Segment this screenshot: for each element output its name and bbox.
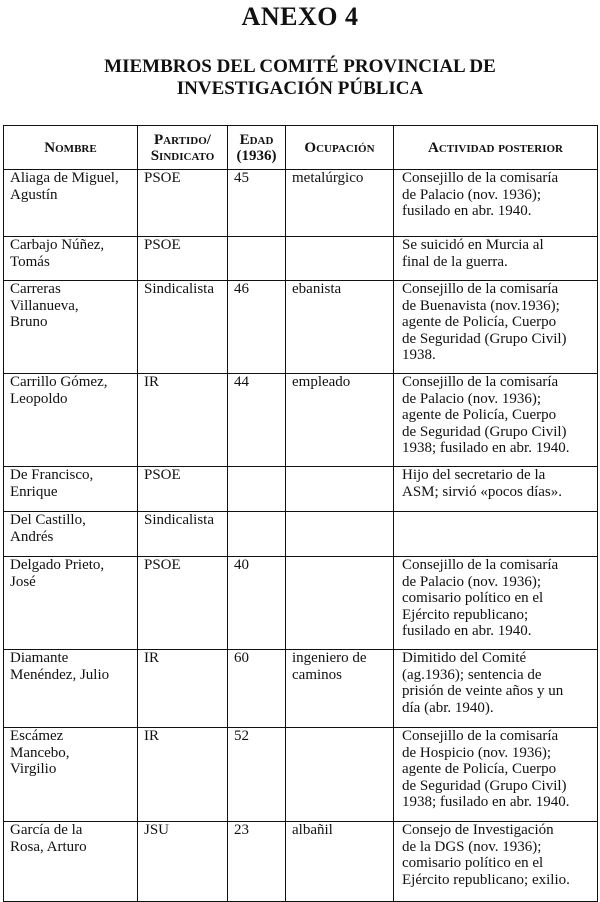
table-row — [4, 281, 598, 374]
cell-occupation — [286, 170, 394, 237]
cell-activity-line: Se suicidó en Murcia al — [402, 237, 544, 253]
table-row — [4, 557, 598, 650]
cell-party — [138, 512, 228, 557]
table-row — [4, 467, 598, 512]
cell-name-line: Enrique — [10, 483, 58, 500]
cell-age — [228, 557, 286, 650]
cell-occupation-line: empleado — [292, 374, 351, 390]
cell-name-line: Andrés — [10, 528, 54, 545]
cell-activity — [394, 650, 598, 728]
cell-activity — [394, 237, 598, 281]
cell-activity-line: agente de Policía, Cuerpo — [402, 314, 557, 330]
cell-activity-line: agente de Policía, Cuerpo — [402, 407, 557, 423]
cell-age — [228, 822, 286, 902]
cell-age — [228, 467, 286, 512]
cell-activity-line: Ejército republicano; exilio. — [402, 871, 570, 888]
table-row — [4, 822, 598, 902]
cell-age-text: 60 — [234, 650, 249, 666]
page-subtitle — [0, 56, 600, 100]
column-header-name: Nombre — [4, 126, 138, 170]
cell-occupation-line: ingeniero de — [292, 650, 367, 666]
cell-activity-line: 1938. — [402, 347, 436, 363]
cell-activity-line: de Hospicio (nov. 1936); — [402, 744, 552, 761]
cell-age — [228, 728, 286, 822]
cell-name — [4, 728, 138, 822]
column-header-occupation: Ocupación — [286, 126, 394, 170]
cell-activity-line: de Seguridad (Grupo Civil) — [402, 330, 567, 347]
cell-activity-line: ASM; sirvió «pocos días». — [402, 483, 563, 500]
cell-party — [138, 237, 228, 281]
cell-age — [228, 281, 286, 374]
cell-activity-line: Consejillo de la comisaría — [402, 728, 559, 744]
cell-name-line: Carrillo Gómez, — [10, 374, 108, 390]
cell-activity-line: (ag.1936); sentencia de — [402, 666, 542, 683]
cell-party-text: IR — [144, 650, 159, 666]
cell-name-line: Mancebo, — [10, 744, 70, 761]
cell-activity-line: Consejillo de la comisaría — [402, 281, 559, 297]
cell-party-text: PSOE — [144, 170, 181, 186]
cell-activity-line: Consejillo de la comisaría — [402, 170, 559, 186]
cell-occupation-line: metalúrgico — [292, 170, 364, 186]
cell-activity-line: prisión de veinte años y un — [402, 683, 564, 699]
cell-name-line: Escámez — [10, 728, 64, 744]
column-header-party: Partido/ Sindicato — [138, 126, 228, 170]
cell-name-line: Agustín — [10, 186, 58, 203]
cell-activity-line: de Buenavista (nov.1936); — [402, 297, 560, 314]
cell-party-text: JSU — [144, 822, 170, 838]
members-table — [3, 125, 598, 902]
cell-age-text: 52 — [234, 728, 249, 744]
cell-activity — [394, 822, 598, 902]
cell-age-text: 44 — [234, 374, 249, 390]
cell-activity — [394, 374, 598, 467]
cell-name-line: Bruno — [10, 314, 48, 330]
cell-occupation-line: albañil — [292, 822, 333, 838]
cell-party-text: IR — [144, 728, 159, 744]
cell-name-line: Villanueva, — [10, 297, 79, 314]
cell-name-line: Delgado Prieto, — [10, 557, 105, 573]
cell-party — [138, 281, 228, 374]
cell-activity — [394, 170, 598, 237]
cell-party — [138, 650, 228, 728]
annex-title: ANEXO 4 — [241, 2, 359, 31]
cell-activity-line: fusilado en abr. 1940. — [402, 203, 532, 219]
cell-activity-line: Consejillo de la comisaría — [402, 374, 559, 390]
cell-party — [138, 170, 228, 237]
cell-activity-line: Consejo de Investigación — [402, 822, 554, 838]
cell-name-line: Carbajo Núñez, — [10, 237, 105, 253]
table-row — [4, 374, 598, 467]
cell-name — [4, 374, 138, 467]
cell-activity-line: final de la guerra. — [402, 253, 508, 270]
cell-party — [138, 822, 228, 902]
cell-activity-line: día (abr. 1940). — [402, 699, 494, 716]
cell-activity-line: 1938; fusilado en abr. 1940. — [402, 794, 570, 810]
cell-name-line: Carreras — [10, 281, 61, 297]
cell-activity-line: agente de Policía, Cuerpo — [402, 761, 557, 777]
cell-activity-line: de la DGS (nov. 1936); — [402, 838, 542, 855]
cell-name-line: Leopoldo — [10, 390, 68, 407]
cell-age — [228, 237, 286, 281]
cell-party-text: Sindicalista — [144, 281, 214, 297]
cell-party — [138, 467, 228, 512]
cell-name-line: García de la — [10, 822, 83, 838]
column-header-activity: Actividad posterior — [394, 126, 598, 170]
cell-name — [4, 467, 138, 512]
cell-activity — [394, 512, 598, 557]
cell-activity-line: Consejillo de la comisaría — [402, 557, 559, 573]
cell-age-text: 23 — [234, 822, 249, 838]
cell-name — [4, 557, 138, 650]
cell-occupation — [286, 374, 394, 467]
cell-activity-line: comisario político en el — [402, 855, 544, 871]
subtitle-line: INVESTIGACIÓN PÚBLICA — [176, 78, 424, 99]
cell-name-line: Del Castillo, — [10, 512, 86, 528]
cell-activity-line: de Seguridad (Grupo Civil) — [402, 423, 567, 440]
cell-occupation — [286, 512, 394, 557]
cell-activity-line: de Seguridad (Grupo Civil) — [402, 777, 567, 794]
cell-activity-line: de Palacio (nov. 1936); — [402, 186, 541, 203]
cell-occupation — [286, 467, 394, 512]
table-header-row — [4, 126, 598, 170]
cell-age — [228, 512, 286, 557]
cell-name-line: Tomás — [10, 253, 50, 270]
cell-occupation — [286, 237, 394, 281]
cell-age — [228, 650, 286, 728]
cell-name-line: Menéndez, Julio — [10, 666, 110, 683]
cell-activity-line: Hijo del secretario de la — [402, 467, 546, 483]
cell-occupation-line: caminos — [292, 666, 342, 683]
table-row — [4, 237, 598, 281]
cell-occupation-line: ebanista — [292, 281, 342, 297]
cell-activity — [394, 557, 598, 650]
cell-activity — [394, 728, 598, 822]
cell-activity-line: Ejército republicano; — [402, 606, 529, 623]
cell-party-text: PSOE — [144, 237, 181, 253]
cell-party-text: Sindicalista — [144, 512, 214, 528]
cell-age — [228, 170, 286, 237]
cell-occupation — [286, 728, 394, 822]
cell-name — [4, 512, 138, 557]
cell-party-text: IR — [144, 374, 159, 390]
cell-party — [138, 374, 228, 467]
cell-party-text: PSOE — [144, 467, 181, 483]
cell-occupation — [286, 650, 394, 728]
cell-name — [4, 822, 138, 902]
subtitle-line: MIEMBROS DEL COMITÉ PROVINCIAL DE — [104, 56, 496, 77]
cell-age-text: 45 — [234, 170, 249, 186]
cell-party — [138, 557, 228, 650]
cell-occupation — [286, 822, 394, 902]
cell-activity-line: 1938; fusilado en abr. 1940. — [402, 440, 570, 456]
cell-name-line: Rosa, Arturo — [10, 838, 87, 855]
cell-name-line: Virgilio — [10, 761, 57, 777]
cell-name — [4, 170, 138, 237]
table-row — [4, 170, 598, 237]
cell-name — [4, 281, 138, 374]
cell-activity-line: de Palacio (nov. 1936); — [402, 573, 541, 590]
table-row — [4, 512, 598, 557]
cell-activity-line: comisario político en el — [402, 590, 544, 606]
cell-age — [228, 374, 286, 467]
column-header-age: Edad (1936) — [228, 126, 286, 170]
table-body — [4, 170, 598, 902]
cell-name-line: José — [10, 573, 36, 590]
cell-activity — [394, 467, 598, 512]
cell-name — [4, 650, 138, 728]
table-row — [4, 728, 598, 822]
cell-name — [4, 237, 138, 281]
cell-occupation — [286, 281, 394, 374]
cell-activity-line: Dimitido del Comité — [402, 650, 527, 666]
table-row — [4, 650, 598, 728]
cell-age-text: 40 — [234, 557, 249, 573]
cell-party-text: PSOE — [144, 557, 181, 573]
cell-name-line: De Francisco, — [10, 467, 94, 483]
cell-activity-line: fusilado en abr. 1940. — [402, 623, 532, 639]
cell-party — [138, 728, 228, 822]
cell-activity-line: de Palacio (nov. 1936); — [402, 390, 541, 407]
cell-occupation — [286, 557, 394, 650]
cell-age-text: 46 — [234, 281, 249, 297]
cell-name-line: Aliaga de Miguel, — [10, 170, 119, 186]
cell-activity — [394, 281, 598, 374]
cell-name-line: Diamante — [10, 650, 69, 666]
